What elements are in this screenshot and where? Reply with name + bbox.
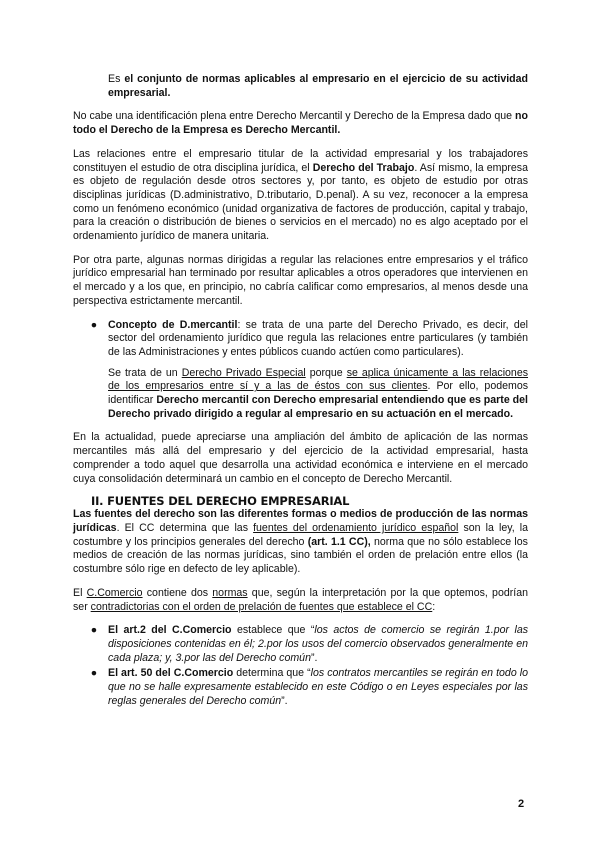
text: norma que no sólo establece los medios de creación de las normas jurídicas, sino también el orden de prelación entre ellos (la costumbre sólo rige en defecto de ley aplicable). bbox=[73, 535, 528, 576]
underlined-text: contradictorias con el orden de prelación de fuentes que establece el CC bbox=[90, 600, 433, 613]
bullet-text bbox=[108, 667, 528, 708]
text: contiene dos bbox=[142, 586, 213, 599]
bold-text: El art.2 del C.Comercio bbox=[108, 624, 232, 637]
text: El bbox=[73, 586, 87, 599]
labor-relations-paragraph bbox=[73, 148, 528, 244]
text: que, según la interpretación por la que optemos, podrían ser bbox=[73, 586, 528, 613]
bold-text: Concepto de D.mercantil bbox=[108, 318, 238, 331]
sources-paragraph bbox=[73, 508, 528, 577]
text: ”. bbox=[281, 694, 288, 707]
page-number: 2 bbox=[518, 798, 525, 810]
bullet-art50 bbox=[73, 667, 528, 708]
bold-text: no todo el Derecho de la Empresa es Derecho Mercantil. bbox=[73, 110, 528, 137]
text: : se trata de una parte del Derecho Privado, es decir, del sector del ordenamiento jurídico que regula las relaciones entre particulares (y también de las Administraciones y entes públicos cuando actúen como particulares). bbox=[108, 318, 529, 358]
current-scope-paragraph: En la actualidad, puede apreciarse una ampliación del ámbito de aplicación de las normas mercantiles más allá del empresario y del ejercicio de la actividad empresarial, hasta comprender a todo aquel que desarrolla una actividad económica e interviene en el mercado cuya consolidación determinará un cambio en el concepto de Derecho Mercantil. bbox=[73, 431, 528, 485]
text: No cabe una identificación plena entre Derecho Mercantil y Derecho de la Empresa dado que bbox=[73, 110, 516, 123]
text: porque bbox=[305, 366, 347, 379]
bold-text: Las fuentes del derecho son las diferentes formas o medios de producción de las normas jurídicas bbox=[73, 508, 528, 534]
text: Se trata de un bbox=[108, 366, 182, 379]
bullet-text bbox=[108, 624, 528, 665]
page-content bbox=[73, 73, 528, 708]
text: ”. bbox=[310, 651, 318, 664]
bullet-concept bbox=[73, 319, 528, 360]
special-private-law-paragraph bbox=[108, 367, 528, 422]
text: : bbox=[432, 600, 436, 613]
bullet-text bbox=[108, 319, 528, 360]
underlined-text: Derecho Privado Especial bbox=[181, 366, 306, 379]
text: Las relaciones entre el empresario titular de la actividad empresarial y los trabajadores constituyen el estudio de otra disciplina jurídica, el bbox=[73, 147, 528, 174]
definition-paragraph bbox=[108, 73, 528, 100]
bold-text: El art. 50 del C.Comercio bbox=[108, 667, 234, 680]
text: Es bbox=[108, 73, 125, 85]
bullet-icon: ● bbox=[90, 624, 98, 637]
bullet-icon: ● bbox=[90, 667, 98, 680]
text: determina que “ bbox=[233, 667, 311, 680]
underlined-text: C.Comercio bbox=[86, 586, 143, 599]
italic-quote: los contratos mercantiles se regirán en todo lo que no se halle expresamente establecido en este Código o en Leyes especiales por las reglas generales del Derecho común bbox=[108, 667, 528, 707]
bullet-art2 bbox=[73, 624, 528, 665]
underlined-text: normas bbox=[212, 586, 248, 599]
bold-text: el conjunto de normas aplicables al empresario en el ejercicio de su actividad empresarial. bbox=[108, 73, 528, 99]
other-operators-paragraph: Por otra parte, algunas normas dirigidas a regular las relaciones entre empresarios y el tráfico jurídico empresarial han terminado por resultar aplicables a otros operadores que intervienen en el mercado y a los que, en principio, no cabría calificar como empresarios, al menos desde una perspectiva estrictamente mercantil. bbox=[73, 253, 528, 307]
text: establece que “ bbox=[231, 624, 315, 637]
underlined-text: se aplica únicamente a las relaciones de los empresarios entre sí y a las de éstos con sus clientes bbox=[108, 366, 529, 393]
underlined-text: fuentes del ordenamiento jurídico español bbox=[253, 521, 459, 534]
section-heading: II. FUENTES DEL DERECHO EMPRESARIAL bbox=[91, 494, 350, 509]
bold-text: (art. 1.1 CC), bbox=[307, 535, 371, 548]
commerce-code-paragraph bbox=[73, 587, 528, 614]
text: . Así mismo, la empresa es objeto de regulación desde otros sectores y, por tanto, es objeto de estudio por otras disciplinas jurídicas (D.administrativo, D.tributario, D.penal). A su vez, reconocer a la empresa como un fenómeno económico (unidad organizativa de factores de producción, capital y trabajo, para la creación o distribución de bienes o servicios en el mercado) no es algo aceptado por el ordenamiento jurídico de manera unitaria. bbox=[73, 161, 528, 243]
identification-paragraph bbox=[73, 110, 528, 137]
bullet-icon: ● bbox=[90, 318, 98, 331]
bold-text: Derecho del Trabajo bbox=[312, 161, 415, 174]
text: son la ley, la costumbre y los principios generales del derecho bbox=[73, 521, 528, 548]
text: . El CC determina que las bbox=[116, 521, 254, 534]
italic-quote: los actos de comercio se regirán 1.por las disposiciones contenidas en él; 2.por los usos del comercio observados generalmente en cada plaza; y, 3.por las del Derecho común bbox=[108, 624, 529, 664]
bold-text: Derecho mercantil con Derecho empresarial entendiendo que es parte del Derecho privado dirigido a regular al empresario en su actuación en el mercado. bbox=[108, 394, 528, 420]
text: . Por ello, podemos identificar bbox=[108, 380, 529, 407]
